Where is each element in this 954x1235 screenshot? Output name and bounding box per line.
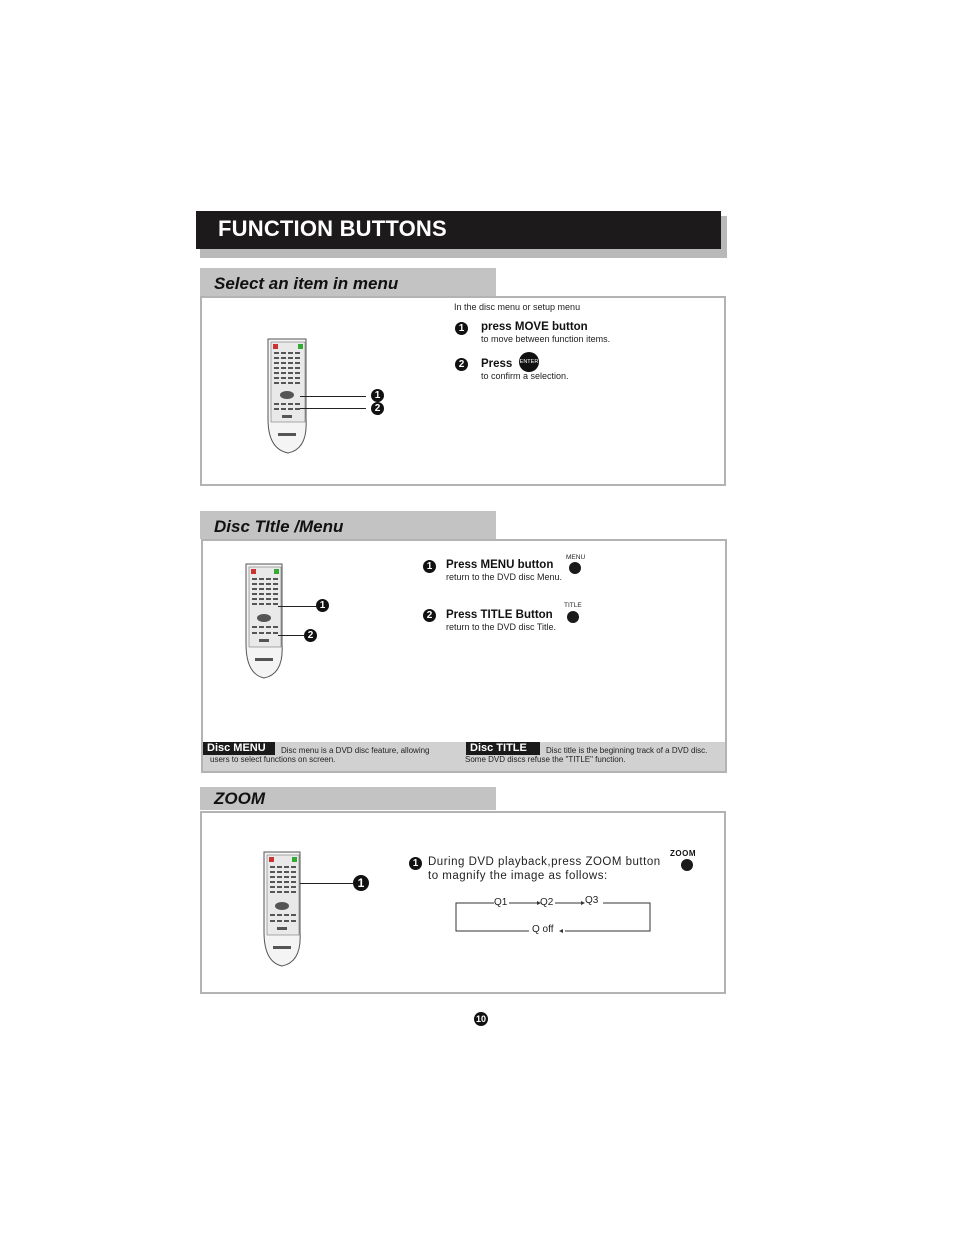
zoom-flow-diagram bbox=[455, 894, 655, 936]
callout-number-1: 1 bbox=[316, 599, 329, 612]
select-intro-text: In the disc menu or setup menu bbox=[454, 302, 581, 312]
callout-line-1 bbox=[300, 396, 366, 397]
step1-title: Press MENU button bbox=[446, 559, 554, 571]
zoom-button-icon bbox=[681, 859, 693, 871]
step1-desc: to move between function items. bbox=[481, 334, 611, 344]
zoom-step-line2: to magnify the image as follows: bbox=[428, 870, 608, 882]
section-title-select: Select an item in menu bbox=[214, 274, 399, 293]
flow-step-q1: Q1 bbox=[494, 897, 508, 908]
page-title: FUNCTION BUTTONS bbox=[218, 216, 447, 241]
page-number: 10 bbox=[475, 1014, 486, 1024]
enter-button-icon: ENTER bbox=[519, 352, 539, 372]
section-title-disc: Disc TItle /Menu bbox=[214, 517, 344, 536]
disc-menu-label: Disc MENU bbox=[203, 742, 275, 755]
step1-title: press MOVE button bbox=[481, 321, 588, 333]
step2-desc: to confirm a selection. bbox=[481, 371, 569, 381]
callout-line-1 bbox=[278, 606, 316, 607]
flow-step-q3: Q3 bbox=[585, 895, 599, 906]
flow-step-qoff: Q off bbox=[532, 924, 554, 935]
disc-title-desc-line2: Some DVD discs refuse the "TITLE" function. bbox=[465, 755, 626, 764]
title-button-label: TITLE bbox=[564, 602, 582, 609]
callout-line-1 bbox=[300, 883, 353, 884]
callout-number-2: 2 bbox=[371, 402, 384, 415]
step1-desc: return to the DVD disc Menu. bbox=[446, 572, 563, 582]
callout-number-2: 2 bbox=[304, 629, 317, 642]
step2-desc: return to the DVD disc Title. bbox=[446, 622, 557, 632]
step-number-2: 2 bbox=[423, 609, 436, 622]
remote-control-image-zoom bbox=[262, 850, 304, 968]
step-number-2: 2 bbox=[455, 358, 468, 371]
zoom-button-label: ZOOM bbox=[670, 849, 696, 858]
step2-title: Press bbox=[481, 358, 513, 370]
zoom-step-line1: During DVD playback,press ZOOM button bbox=[428, 856, 661, 868]
step-number-1: 1 bbox=[409, 857, 422, 870]
step2-title: Press TITLE Button bbox=[446, 609, 553, 621]
disc-title-desc-line1: Disc title is the beginning track of a DVD disc. bbox=[546, 746, 708, 755]
step-number-1: 1 bbox=[423, 560, 436, 573]
remote-control-image-disc bbox=[244, 562, 286, 680]
section-title-zoom: ZOOM bbox=[214, 789, 265, 808]
disc-menu-desc-line2: users to select functions on screen. bbox=[210, 755, 336, 764]
title-button-icon bbox=[567, 611, 579, 623]
flow-step-q2: Q2 bbox=[540, 897, 554, 908]
disc-title-label: Disc TITLE bbox=[466, 742, 540, 755]
menu-button-label: MENU bbox=[566, 554, 586, 561]
callout-line-2 bbox=[278, 635, 304, 636]
step-number-1: 1 bbox=[455, 322, 468, 335]
menu-button-icon bbox=[569, 562, 581, 574]
disc-menu-desc-line1: Disc menu is a DVD disc feature, allowing bbox=[281, 746, 430, 755]
callout-number-1: 1 bbox=[353, 875, 369, 891]
callout-line-2 bbox=[300, 408, 366, 409]
callout-number-1: 1 bbox=[371, 389, 384, 402]
